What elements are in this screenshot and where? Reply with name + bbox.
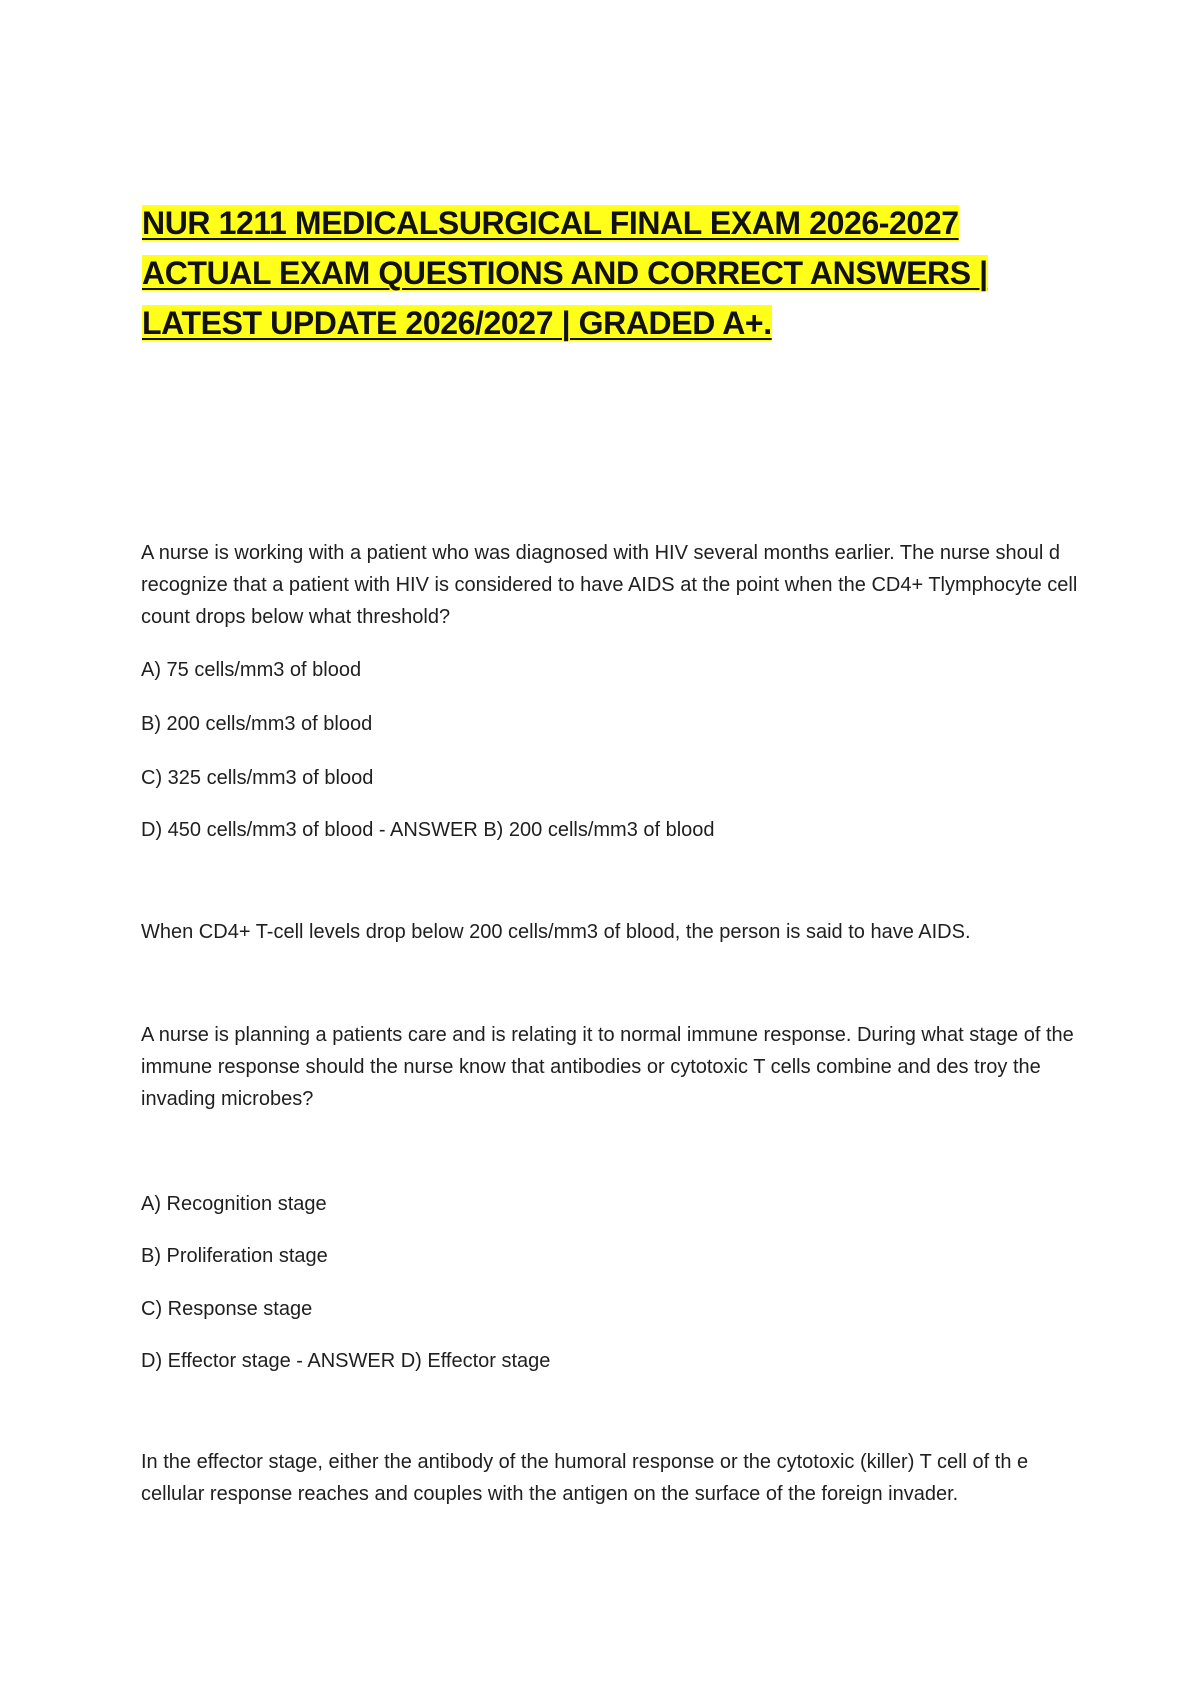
question-1-option-a: A) 75 cells/mm3 of blood [141, 659, 362, 681]
document-title [142, 198, 1082, 348]
question-2-text: A nurse is planning a patients care and is relating it to normal immune response. During what stage of the immune response should the nurse know that antibodies or cytotoxic T cells combine and des troy the invading microbes? [141, 1024, 1074, 1110]
question-2-option-d-answer: D) Effector stage - ANSWER D) Effector stage [141, 1350, 551, 1372]
question-2-option-a: A) Recognition stage [141, 1193, 327, 1215]
question-1-text: A nurse is working with a patient who was diagnosed with HIV several months earlier. The nurse shoul d recognize that a patient with HIV is considered to have AIDS at the point when the CD4+ Tlymphocyte cell count drops below what threshold? [141, 542, 1078, 628]
question-1-explanation: When CD4+ T-cell levels drop below 200 cells/mm3 of blood, the person is said to have AIDS. [141, 921, 971, 943]
question-2-explanation: In the effector stage, either the antibody of the humoral response or the cytotoxic (killer) T cell of th e cellular response reaches and couples with the antigen on the surface of the foreign invader. [141, 1451, 1029, 1505]
question-1-option-c: C) 325 cells/mm3 of blood [141, 767, 374, 789]
question-2-option-c: C) Response stage [141, 1298, 313, 1320]
question-1-option-d-answer: D) 450 cells/mm3 of blood - ANSWER B) 200 cells/mm3 of blood [141, 819, 715, 841]
question-2-option-b: B) Proliferation stage [141, 1245, 328, 1267]
question-1-option-b: B) 200 cells/mm3 of blood [141, 713, 373, 735]
document-title-text: NUR 1211 MEDICALSURGICAL FINAL EXAM 2026-2027 ACTUAL EXAM QUESTIONS AND CORRECT ANSWERS | LATEST UPDATE 2026/2027 | GRADED A+. [142, 205, 988, 341]
